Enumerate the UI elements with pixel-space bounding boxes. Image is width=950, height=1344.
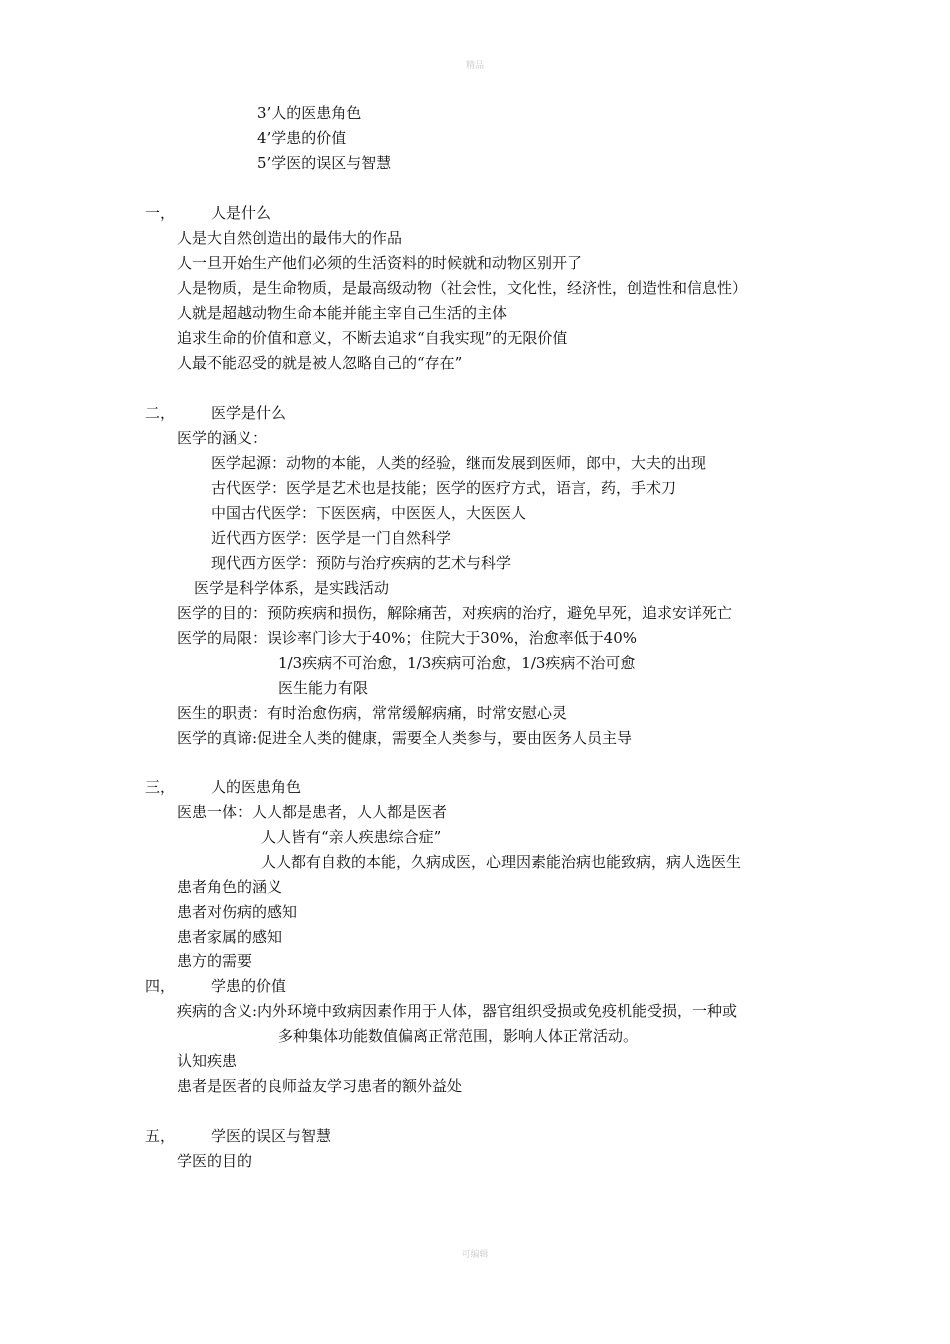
section-3-line: 患者对伤病的感知 <box>177 903 298 921</box>
section-4-title: 学患的价值 <box>211 977 287 995</box>
section-2-number: 二， <box>145 404 176 422</box>
section-4-disease: 疾病的含义:内外环境中致病因素作用于人体，器官组织受损或免疫机能受损，一种或 <box>177 1002 738 1020</box>
section-3-line: 患者家属的感知 <box>177 928 283 946</box>
section-2-sub-line: 近代西方医学：医学是一门自然科学 <box>211 529 452 547</box>
toc-item: 4’学患的价值 <box>257 129 347 147</box>
section-1-title: 人是什么 <box>211 204 272 222</box>
section-1-line: 人是物质，是生命物质，是最高级动物（社会性，文化性，经济性，创造性和信息性） <box>177 279 748 297</box>
section-5-line: 学医的目的 <box>177 1152 253 1170</box>
section-1-number: 一， <box>145 204 176 222</box>
section-1-line: 追求生命的价值和意义，不断去追求“自我实现”的无限价值 <box>177 329 568 347</box>
footer-watermark: 可编辑 <box>461 1250 489 1260</box>
section-2-sub-line: 现代西方医学：预防与治疗疾病的艺术与科学 <box>211 554 512 572</box>
toc-item: 3’人的医患角色 <box>257 104 362 122</box>
toc-item: 5’学医的误区与智慧 <box>257 154 392 172</box>
section-2-purpose: 医学的目的：预防疾病和损伤，解除痛苦，对疾病的治疗，避免早死，追求安详死亡 <box>177 604 733 622</box>
section-2-connotation: 医学的涵义： <box>177 429 268 447</box>
header-watermark: 精品 <box>465 61 484 71</box>
section-2-sub-line: 中国古代医学：下医医病，中医医人，大医医人 <box>211 504 527 522</box>
section-2-limits-sub: 医生能力有限 <box>278 679 369 697</box>
section-2-truth: 医学的真谛:促进全人类的健康，需要全人类参与，要由医务人员主导 <box>177 729 633 747</box>
section-4-number: 四， <box>145 977 176 995</box>
section-2-system: 医学是科学体系，是实践活动 <box>194 579 390 597</box>
section-3-number: 三， <box>145 778 176 796</box>
section-2-duty: 医生的职责：有时治愈伤病，常常缓解病痛，时常安慰心灵 <box>177 704 568 722</box>
section-3-unity-sub: 人人皆有“亲人疾患综合症” <box>261 828 442 846</box>
section-3-unity-sub: 人人都有自救的本能，久病成医，心理因素能治病也能致病，病人选医生 <box>261 853 742 871</box>
section-5-title: 学医的误区与智慧 <box>211 1127 332 1145</box>
section-2-title: 医学是什么 <box>211 404 287 422</box>
section-4-line: 认知疾患 <box>177 1052 238 1070</box>
section-2-limits-sub: 1/3疾病不可治愈，1/3疾病可治愈，1/3疾病不治可愈 <box>278 654 636 672</box>
section-4-line: 患者是医者的良师益友学习患者的额外益处 <box>177 1077 463 1095</box>
section-2-sub-line: 医学起源：动物的本能，人类的经验，继而发展到医师，郎中，大夫的出现 <box>211 454 707 472</box>
section-1-line: 人就是超越动物生命本能并能主宰自己生活的主体 <box>177 304 508 322</box>
section-3-line: 患方的需要 <box>177 952 253 970</box>
section-1-line: 人最不能忍受的就是被人忽略自己的“存在” <box>177 354 463 372</box>
section-1-line: 人一旦开始生产他们必须的生活资料的时候就和动物区别开了 <box>177 254 583 272</box>
section-3-title: 人的医患角色 <box>211 778 302 796</box>
section-3-line: 患者角色的涵义 <box>177 878 283 896</box>
section-2-limits: 医学的局限：误诊率门诊大于40%；住院大于30%，治愈率低于40% <box>177 629 638 647</box>
section-4-disease-cont: 多种集体功能数值偏离正常范围，影响人体正常活动。 <box>278 1027 639 1045</box>
section-1-line: 人是大自然创造出的最伟大的作品 <box>177 229 403 247</box>
section-3-unity: 医患一体：人人都是患者，人人都是医者 <box>177 803 448 821</box>
section-2-sub-line: 古代医学：医学是艺术也是技能；医学的医疗方式，语言，药，手术刀 <box>211 479 677 497</box>
section-5-number: 五， <box>145 1127 176 1145</box>
